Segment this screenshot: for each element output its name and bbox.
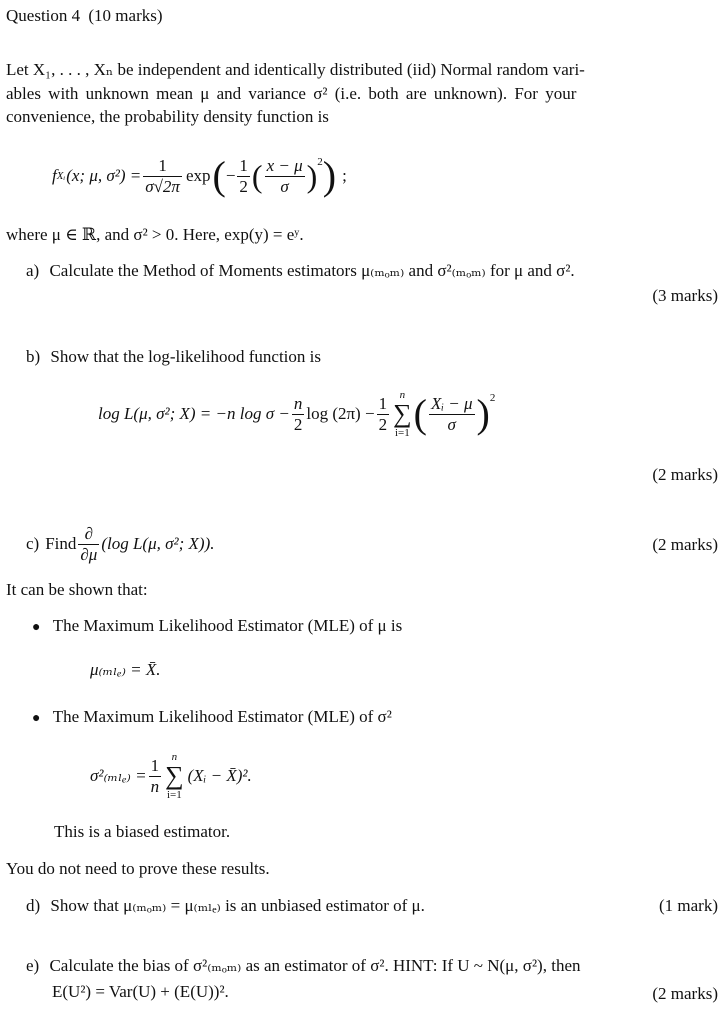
no-prove-note: You do not need to prove these results. [6,859,270,878]
ll-half-den: 2 [378,414,388,434]
pdf-norm-fraction [143,156,182,197]
part-d [26,894,425,918]
pdf-inner-num: x − μ [266,155,303,175]
ll-inner-den: σ [447,414,456,434]
ll-half-num: 1 [378,393,388,413]
ll-log2pi: log (2π) − [306,404,375,423]
ll-sum: n ∑ i=1 [393,389,412,439]
ll-n-over-2 [292,394,305,435]
pdf-inner-den: σ [280,176,289,196]
mle-frac-den: n [150,776,160,796]
part-b-text: Show that the log-likelihood function is [50,347,321,366]
pdf-exp: exp [185,166,211,185]
part-c-marks: (2 marks) [652,535,718,554]
mle-sigma-equation [90,748,252,804]
part-c-d-den: ∂μ [80,544,98,564]
part-a [26,259,575,283]
pdf-inner-fraction [265,156,305,197]
pdf-paren-close: ) [322,153,337,198]
pdf-paren-open: ( [212,153,226,198]
part-e-line-1: Calculate the bias of σ²₍ₘₒₘ₎ as an estimator of σ². HINT: If U ~ N(μ, σ²), then [49,956,581,975]
biased-note: This is a biased estimator. [54,822,231,841]
part-c-label: c) [26,534,40,553]
part-a-marks: (3 marks) [652,286,718,305]
part-c-expr: (log L(μ, σ²; X)). [101,534,215,553]
intro-line-2: ables with unknown mean μ and variance σ² (i.e. both are unknown). For your [6,84,577,103]
ll-half [377,394,390,435]
part-c-derivative [78,524,99,565]
ll-n-num: n [293,393,303,413]
bullet-1 [32,614,402,640]
pdf-half-den: 2 [239,176,248,196]
mle-sum-body: (Xᵢ − X̄)². [187,766,252,785]
pdf-half-num: 1 [239,155,248,175]
question-marks: (10 marks) [88,6,163,25]
mle-mu-equation: μ₍ₘₗₑ₎ = X̄. [90,660,161,679]
part-e [26,954,581,978]
bullet-2 [32,705,392,731]
pdf-lhs-args: (x; μ, σ²) = [66,166,142,185]
ll-inner-num: Xᵢ − μ [430,393,473,413]
pdf-norm-den: σ√2π [145,176,180,196]
pdf-half-fraction [237,156,250,197]
part-d-text: Show that μ₍ₘₒₘ₎ = μ₍ₘₗₑ₎ is an unbiased estimator of μ. [50,896,425,915]
part-d-label: d) [26,896,41,915]
part-b-label: b) [26,347,41,366]
part-e-label: e) [26,956,40,975]
part-d-marks: (1 mark) [658,896,718,915]
part-c-d-num: ∂ [78,524,99,545]
bullet-2-text: The Maximum Likelihood Estimator (MLE) of σ² [52,707,392,726]
question-number: Question 4 [6,6,81,25]
pdf-equation: f Xᵢ (x; μ, σ²) = $\frac{1}{\sigma√2\pi}$ exp ( − $\frac{1}{2}$ ( $\frac{x - \mu}{\sigma}$ ) $^2$ ) ; [52,153,347,198]
intro-line-3: convenience, the probability density function is [6,107,329,126]
pdf-semicolon: ; [342,166,347,185]
bullet-dot-1: ● [32,620,41,635]
ll-sum-bottom: i=1 [394,427,410,439]
mle-sigma-lhs: σ²₍ₘₗₑ₎ = [90,766,147,785]
question-heading [6,4,163,28]
part-b-marks: (2 marks) [652,465,718,484]
intro-line-1: Let X₁, . . . , Xₙ be independent and identically distributed (iid) Normal random vari- [6,60,585,79]
part-a-label: a) [26,261,40,280]
pdf-lhs: f [52,166,57,185]
mle-sum-bottom: i=1 [166,789,182,801]
pdf-norm-num: 1 [143,156,182,177]
mle-sigma-fraction [149,756,162,797]
log-likelihood-equation: log L(μ, σ²; X) = −n log σ − $\frac{n}{2}$ log (2π) − $\frac{1}{2}$ n ∑ i=1 ( $\frac{\text{Xᵢ − μ}}{\sigma}$ ) $^2$ [98,389,496,439]
shown-intro: It can be shown that: [6,580,148,599]
ll-lhs: log L(μ, σ²; X) = −n log σ − [98,404,290,423]
part-c-text: Find [45,534,77,553]
part-a-text: Calculate the Method of Moments estimators μ₍ₘₒₘ₎ and σ²₍ₘₒₘ₎ for μ and σ². [49,261,575,280]
ll-n-den: 2 [293,414,303,434]
where-line: where μ ∈ ℝ, and σ² > 0. Here, exp(y) = eʸ. [6,225,304,244]
ll-inner-fraction [429,394,475,435]
bullet-1-text: The Maximum Likelihood Estimator (MLE) of μ is [52,616,403,635]
part-c [26,522,214,566]
part-e-marks: (2 marks) [652,984,718,1003]
mle-sum: n ∑ i=1 [165,751,184,801]
mle-frac-num: 1 [150,755,160,775]
ll-sum-top: n [399,389,406,401]
mle-sum-top: n [171,751,178,763]
bullet-dot-2: ● [32,711,41,726]
part-b [26,345,321,369]
part-e-line-2: E(U²) = Var(U) + (E(U))². [52,982,229,1001]
